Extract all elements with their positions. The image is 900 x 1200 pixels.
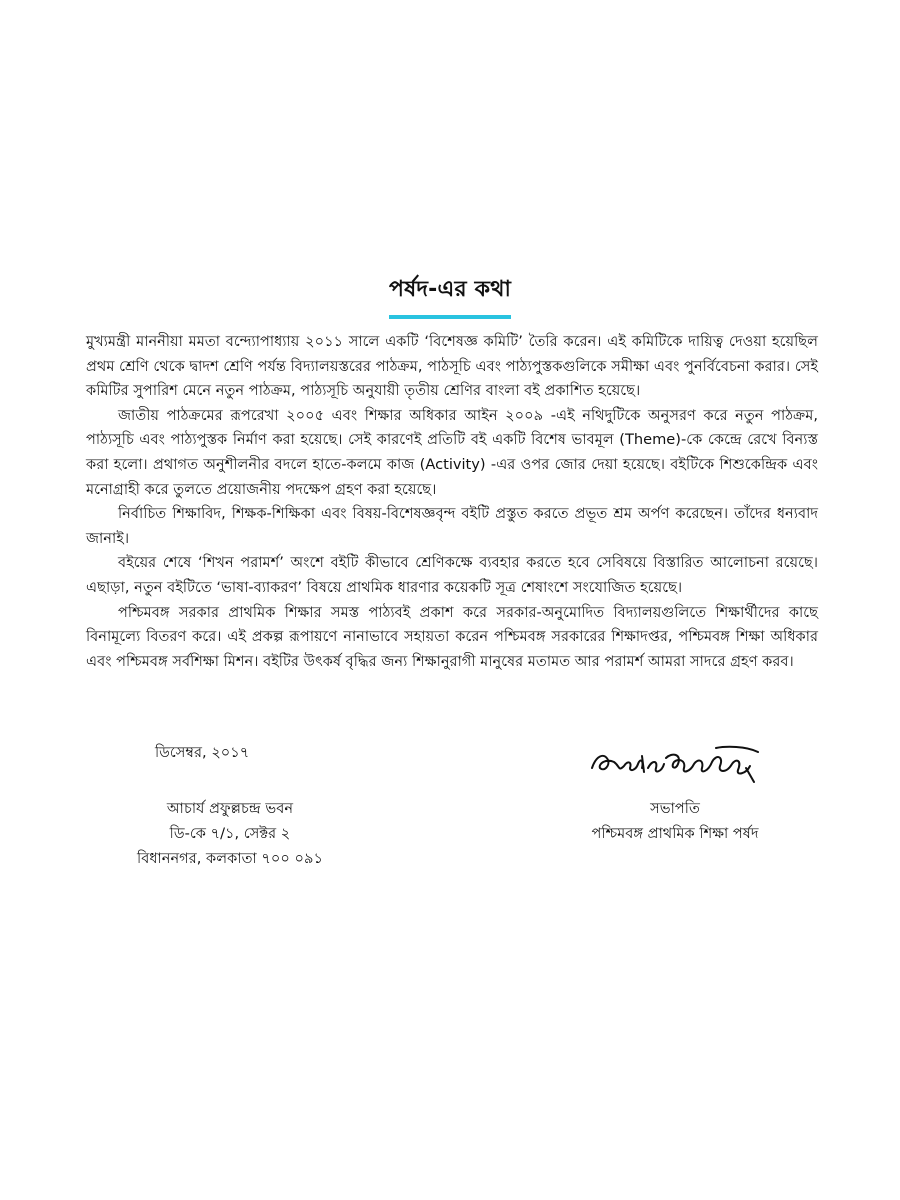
signatory-block (540, 796, 810, 846)
signature-image (586, 738, 766, 786)
paragraph-3: নির্বাচিত শিক্ষাবিদ, শিক্ষক-শিক্ষিকা এবং বিষয়-বিশেষজ্ঞবৃন্দ বইটি প্রস্তুত করতে প্রভূত শ্রম অর্পণ করেছেন। তাঁদের ধন্যবাদ জানাই। (86, 505, 818, 547)
address-line-1: আচার্য প্রফুল্লচন্দ্র ভবন (166, 800, 294, 817)
address-block (80, 796, 380, 871)
title-container (0, 272, 900, 319)
paragraph-4: বইয়ের শেষে ‘শিখন পরামর্শ’ অংশে বইটি কীভাবে শ্রেণিকক্ষে ব্যবহার করতে হবে সেবিষয়ে বিস্তারিত আলোচনা রয়েছে। এছাড়া, নতুন বইটিতে ‘ভাষা-ব্যাকরণ’ বিষয়ে প্রাথমিক ধারণার কয়েকটি সূত্র শেষাংশে সংযোজিত হয়েছে। (86, 554, 818, 596)
paragraph-2: জাতীয় পাঠক্রমের রূপরেখা ২০০৫ এবং শিক্ষার অধিকার আইন ২০০৯ -এই নথিদুটিকে অনুসরণ করে নতুন পাঠক্রম, পাঠ্যসূচি এবং পাঠ্যপুস্তক নির্মাণ করা হয়েছে। সেই কারণেই প্রতিটি বই একটি বিশেষ ভাবমূল (Theme)-কে কেন্দ্রে রেখে বিন্যস্ত করা হলো। প্রথাগত অনুশীলনীর বদলে হাতে-কলমে কাজ (Activity) -এর ওপর জোর দেয়া হয়েছে। বইটিকে শিশুকেন্দ্রিক এবং মনোগ্রাহী করে তুলতে প্রয়োজনীয় পদক্ষেপ গ্রহণ করা হয়েছে। (86, 406, 818, 498)
signatory-organization: পশ্চিমবঙ্গ প্রাথমিক শিক্ষা পর্ষদ (591, 825, 759, 842)
address-line-3: বিধাননগর, কলকাতা ৭০০ ০৯১ (137, 850, 323, 867)
address-line-2: ডি-কে ৭/১, সেক্টর ২ (169, 825, 291, 842)
paragraph-1: মুখ্যমন্ত্রী মাননীয়া মমতা বন্দ্যোপাধ্যায় ২০১১ সালে একটি ‘বিশেষজ্ঞ কমিটি’ তৈরি করেন। এই কমিটিকে দায়িত্ব দেওয়া হয়েছিল প্রথম শ্রেণি থেকে দ্বাদশ শ্রেণি পর্যন্ত বিদ্যালয়স্তরের পাঠক্রম, পাঠসূচি এবং পাঠ্যপুস্তকগুলিকে সমীক্ষা এবং পুনর্বিবেচনা করার। সেই কমিটির সুপারিশ মেনে নতুন পাঠক্রম, পাঠ্যসূচি অনুযায়ী তৃতীয় শ্রেণির বাংলা বই প্রকাশিত হয়েছে। (86, 333, 818, 400)
body-text (86, 330, 818, 674)
paragraph-5: পশ্চিমবঙ্গ সরকার প্রাথমিক শিক্ষার সমস্ত পাঠ্যবই প্রকাশ করে সরকার-অনুমোদিত বিদ্যালয়গুলিতে শিক্ষার্থীদের কাছে বিনামূল্যে বিতরণ করে। এই প্রকল্প রূপায়ণে নানাভাবে সহায়তা করেন পশ্চিমবঙ্গ সরকারের শিক্ষাদপ্তর, পশ্চিমবঙ্গ শিক্ষা অধিকার এবং পশ্চিমবঙ্গ সর্বশিক্ষা মিশন। বইটির উৎকর্ষ বৃদ্ধির জন্য শিক্ষানুরাগী মানুষের মতামত আর পরামর্শ আমরা সাদরে গ্রহণ করব। (86, 603, 818, 670)
date: ডিসেম্বর, ২০১৭ (155, 744, 250, 761)
signatory-role: সভাপতি (650, 800, 700, 817)
page-title: পর্ষদ-এর কথা (389, 272, 511, 319)
